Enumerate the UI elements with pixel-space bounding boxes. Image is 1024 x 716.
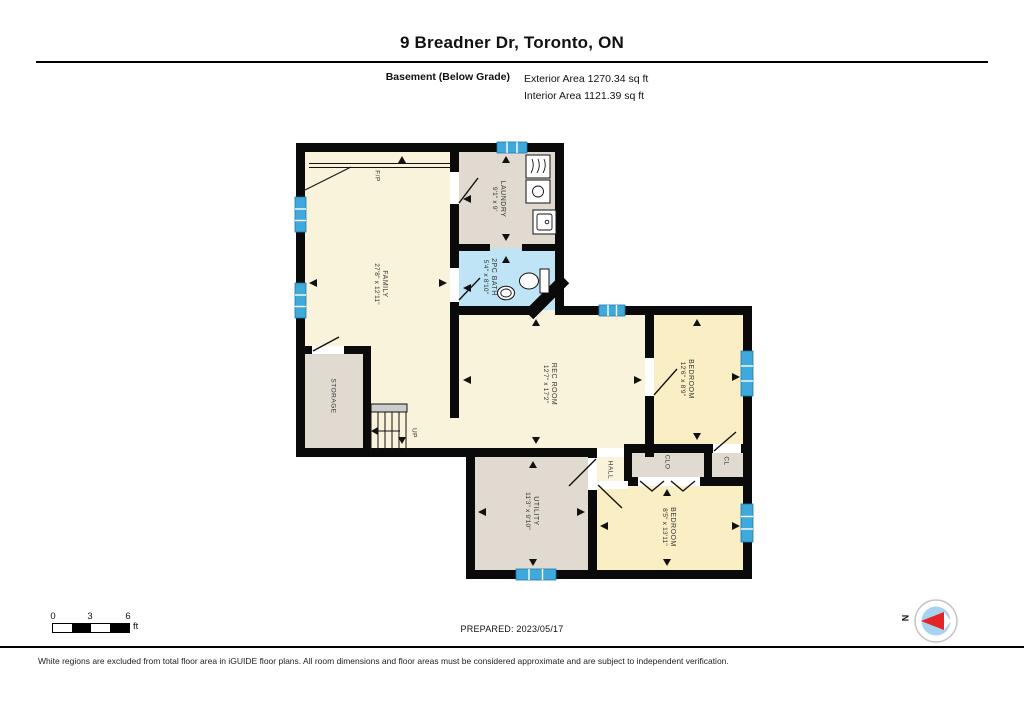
footer-rule [0, 646, 1024, 648]
scale-tick-0: 0 [50, 611, 56, 622]
scale-unit: ft [133, 621, 139, 632]
label-clo: CLO [663, 454, 671, 470]
window [295, 283, 306, 318]
page-title: 9 Breadner Dr, Toronto, ON [399, 33, 625, 52]
room-label-laundry: LAUNDRY 9'1" x 9' [490, 180, 506, 218]
window [599, 305, 625, 316]
disclaimer-text: White regions are excluded from total floor area in iGUIDE floor plans. All room dimensions and floor areas must be considered approximate and are subject to independent verification. [38, 656, 729, 666]
interior-area: Interior Area 1121.39 sq ft [524, 90, 645, 102]
prepared-date: PREPARED: 2023/05/17 [460, 624, 564, 634]
sink-icon [498, 286, 515, 300]
scale-tick-6: 6 [125, 611, 131, 622]
room-label-bath: 2PC BATH 5'4" x 8'10" [481, 258, 497, 296]
room-label-family: FAMILY 27'8" x 12'11" [372, 263, 388, 305]
room-label-rec-room: REC ROOM 12'7" x 17'2" [541, 362, 557, 406]
floor-label: Basement (Below Grade) [385, 71, 510, 83]
compass-north-label: N [900, 614, 911, 622]
label-fireplace: F/P [373, 170, 381, 182]
label-storage: STORAGE [329, 378, 337, 414]
window [497, 142, 527, 153]
scale-bar [52, 623, 130, 633]
window [741, 351, 753, 396]
toilet-tank-icon [540, 269, 549, 293]
toilet-bowl-icon [520, 273, 539, 289]
dryer-icon [526, 155, 550, 178]
room-label-bedroom-2: BEDROOM 8'5" x 13'11" [660, 507, 676, 547]
label-up: UP [410, 427, 418, 439]
window [741, 504, 753, 542]
compass-icon [915, 600, 957, 642]
room-label-bedroom-1: BEDROOM 12'6" x 8'9" [678, 359, 694, 399]
window [516, 569, 556, 580]
label-hall: HALL [606, 460, 614, 480]
window [295, 197, 306, 232]
scale-tick-3: 3 [87, 611, 93, 622]
room-label-utility: UTILITY 11'3" x 9'10" [523, 492, 539, 530]
label-cl: CL [722, 456, 730, 466]
exterior-area: Exterior Area 1270.34 sq ft [524, 73, 649, 85]
washer-icon [526, 180, 550, 203]
